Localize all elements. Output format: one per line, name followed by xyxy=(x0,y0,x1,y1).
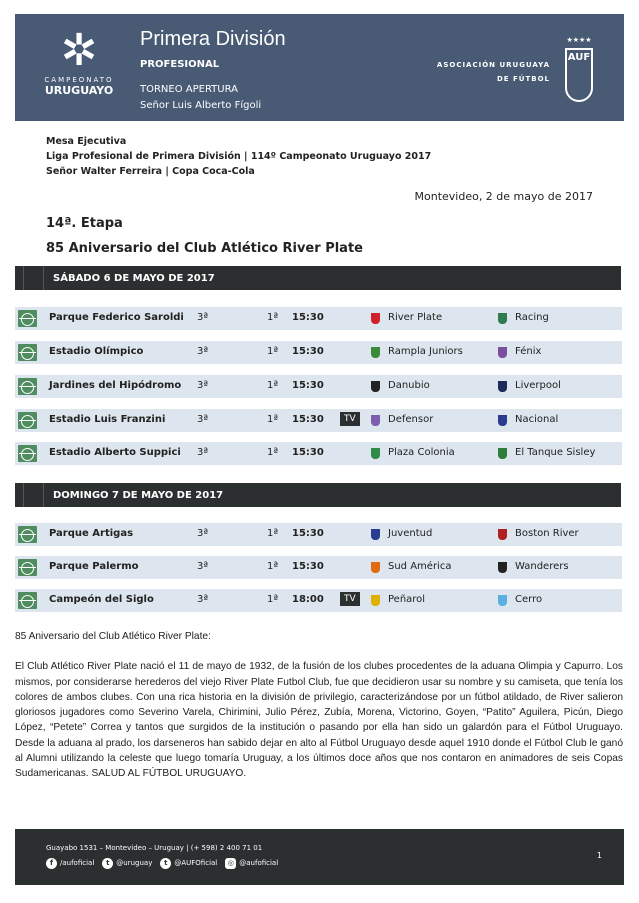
home-team: Juventud xyxy=(388,528,433,539)
kickoff-time: 18:00 xyxy=(292,594,324,605)
kickoff-time: 15:30 xyxy=(292,312,324,323)
assoc-line2: DE FÚTBOL xyxy=(496,75,550,83)
instagram-icon: ◎ xyxy=(225,858,236,869)
away-crest-icon xyxy=(498,415,507,426)
stadium: Parque Federico Saroldi xyxy=(49,312,184,323)
page-number: 1 xyxy=(596,851,602,860)
twitter-link-auf[interactable] xyxy=(160,858,217,869)
match-row xyxy=(15,341,622,364)
home-crest-icon xyxy=(371,415,380,426)
round: 3ª xyxy=(197,594,209,605)
away-team: Cerro xyxy=(515,594,543,605)
round: 3ª xyxy=(197,312,209,323)
division: 1ª xyxy=(267,380,279,391)
logo-top-text: CAMPEONATO xyxy=(44,76,114,84)
round: 3ª xyxy=(197,414,209,425)
match-row xyxy=(15,523,622,546)
division: 1ª xyxy=(267,312,279,323)
division: 1ª xyxy=(267,414,279,425)
home-crest-icon xyxy=(371,381,380,392)
home-team: Rampla Juniors xyxy=(388,346,463,357)
match-row xyxy=(15,375,622,398)
home-team: Defensor xyxy=(388,414,434,425)
star-logo-icon: ✲ xyxy=(60,25,98,76)
stadium: Parque Palermo xyxy=(49,561,139,572)
campeonato-logo xyxy=(43,26,115,97)
kickoff-time: 15:30 xyxy=(292,528,324,539)
division: 1ª xyxy=(267,528,279,539)
home-team: Danubio xyxy=(388,380,430,391)
match-row xyxy=(15,442,622,465)
away-crest-icon xyxy=(498,313,507,324)
instagram-handle: @aufoficial xyxy=(239,859,279,867)
tv-badge: TV xyxy=(340,412,360,426)
stage-title: 14ª. Etapa xyxy=(46,216,123,231)
footer xyxy=(15,829,624,885)
home-team: Plaza Colonia xyxy=(388,447,455,458)
article xyxy=(15,629,623,782)
twitter-icon: t xyxy=(160,858,171,869)
away-crest-icon xyxy=(498,562,507,573)
stadium: Parque Artigas xyxy=(49,528,134,539)
footer-address: Guayabo 1531 – Montevideo – Uruguay | (+ 598) 2 400 71 01 xyxy=(46,844,263,852)
round: 3ª xyxy=(197,346,209,357)
association-name xyxy=(437,58,550,86)
header-subtitle: PROFESIONAL xyxy=(140,59,220,70)
round: 3ª xyxy=(197,528,209,539)
away-crest-icon xyxy=(498,529,507,540)
anniversary-title: 85 Aniversario del Club Atlético River Plate xyxy=(46,241,363,256)
stadium: Estadio Alberto Suppici xyxy=(49,447,181,458)
away-team: Nacional xyxy=(515,414,559,425)
document-date: Montevideo, 2 de mayo de 2017 xyxy=(414,190,593,203)
round: 3ª xyxy=(197,561,209,572)
round: 3ª xyxy=(197,447,209,458)
home-team: Peñarol xyxy=(388,594,426,605)
match-row xyxy=(15,307,622,330)
kickoff-time: 15:30 xyxy=(292,414,324,425)
tournament-name: TORNEO APERTURA xyxy=(140,84,238,95)
away-team: Racing xyxy=(515,312,549,323)
assoc-line1: ASOCIACIÓN URUGUAYA xyxy=(436,61,550,69)
away-team: Wanderers xyxy=(515,561,569,572)
day-header: DOMINGO 7 DE MAYO DE 2017 xyxy=(15,483,621,507)
away-crest-icon xyxy=(498,347,507,358)
division: 1ª xyxy=(267,346,279,357)
away-team: Liverpool xyxy=(515,380,561,391)
header-title: Primera División xyxy=(140,28,286,50)
facebook-link[interactable] xyxy=(46,858,94,869)
meta-line1: Mesa Ejecutiva xyxy=(46,136,127,147)
field-icon xyxy=(18,378,37,395)
day-header: SÁBADO 6 DE MAYO DE 2017 xyxy=(15,266,621,290)
home-team: River Plate xyxy=(388,312,443,323)
meta-line2: Liga Profesional de Primera División | 114º Campeonato Uruguayo 2017 xyxy=(46,151,432,162)
twitter-handle: @uruguay xyxy=(116,859,153,867)
twitter-link-uruguay[interactable] xyxy=(102,858,152,869)
home-crest-icon xyxy=(371,448,380,459)
kickoff-time: 15:30 xyxy=(292,447,324,458)
logo-bottom-text: URUGUAYO xyxy=(44,84,114,97)
kickoff-time: 15:30 xyxy=(292,561,324,572)
stadium: Estadio Luis Franzini xyxy=(49,414,166,425)
field-icon xyxy=(18,310,37,327)
stadium: Estadio Olímpico xyxy=(49,346,144,357)
stadium: Campeón del Siglo xyxy=(49,594,154,605)
tournament-honoree: Señor Luis Alberto Fígoli xyxy=(140,100,262,111)
division: 1ª xyxy=(267,594,279,605)
field-icon xyxy=(18,445,37,462)
field-icon xyxy=(18,559,37,576)
away-team: Boston River xyxy=(515,528,579,539)
away-crest-icon xyxy=(498,448,507,459)
division: 1ª xyxy=(267,447,279,458)
home-crest-icon xyxy=(371,595,380,606)
division: 1ª xyxy=(267,561,279,572)
away-team: Fénix xyxy=(515,346,542,357)
facebook-icon: f xyxy=(46,858,57,869)
crest-shield: AUF xyxy=(565,48,593,102)
twitter-icon: t xyxy=(102,858,113,869)
home-team: Sud América xyxy=(388,561,452,572)
home-crest-icon xyxy=(371,313,380,324)
field-icon xyxy=(18,344,37,361)
field-icon xyxy=(18,526,37,543)
article-title: 85 Aniversario del Club Atlético River Plate: xyxy=(15,631,211,642)
facebook-handle: /aufoficial xyxy=(60,859,95,867)
article-body: El Club Atlético River Plate nació el 11 de mayo de 1932, de la fusión de los clubes procedentes de la aduana Olimpia y Capurro. Los mismos, por considerarse herederos del viejo River Plate Futbol Club, fue que decidieron usar su nombre y su camiseta, que tenía los colores de ambos clubes. Con una rica historia en la división de privilegio, caracterizándose por un fútbol atildado, de River salieron gloriosos jugadores como Severino Varela, Chirimini, Julio Pérez, Zubía, Morena, Victorino, Goyen, “Patito” Aguilera, Picún, Diego López, “Petete” Correa y tantos que surgidos de la institución o pasando por ella han sido un galardón para el Fútbol Uruguayo. Desde la aduana al prado, los darseneros han sabido dejar en alto al Fútbol Uruguayo desde aquel 1910 donde el Fútbol Club le ganó al Alumni utilizando la celeste que luego tomaría Uruguay, a los últimos doce años que nos contaron en animadores de seis Copas Sudamericanas. SALUD AL FÚTBOL URUGUAYO. xyxy=(15,661,623,780)
twitter-handle: @AUFOficial xyxy=(174,859,218,867)
away-team: El Tanque Sisley xyxy=(515,447,596,458)
crest-stars: ★★★★ xyxy=(566,36,592,44)
instagram-link[interactable] xyxy=(225,858,278,869)
kickoff-time: 15:30 xyxy=(292,346,324,357)
away-crest-icon xyxy=(498,595,507,606)
auf-crest-icon xyxy=(562,36,596,100)
round: 3ª xyxy=(197,380,209,391)
header-banner xyxy=(15,14,624,121)
field-icon xyxy=(18,592,37,609)
field-icon xyxy=(18,412,37,429)
social-links xyxy=(46,858,278,869)
match-row xyxy=(15,589,622,612)
meta-block xyxy=(46,134,431,179)
match-row xyxy=(15,556,622,579)
kickoff-time: 15:30 xyxy=(292,380,324,391)
meta-line3: Señor Walter Ferreira | Copa Coca-Cola xyxy=(46,166,255,177)
home-crest-icon xyxy=(371,562,380,573)
tv-badge: TV xyxy=(340,592,360,606)
home-crest-icon xyxy=(371,347,380,358)
away-crest-icon xyxy=(498,381,507,392)
match-row xyxy=(15,409,622,432)
stadium: Jardines del Hipódromo xyxy=(49,380,182,391)
home-crest-icon xyxy=(371,529,380,540)
